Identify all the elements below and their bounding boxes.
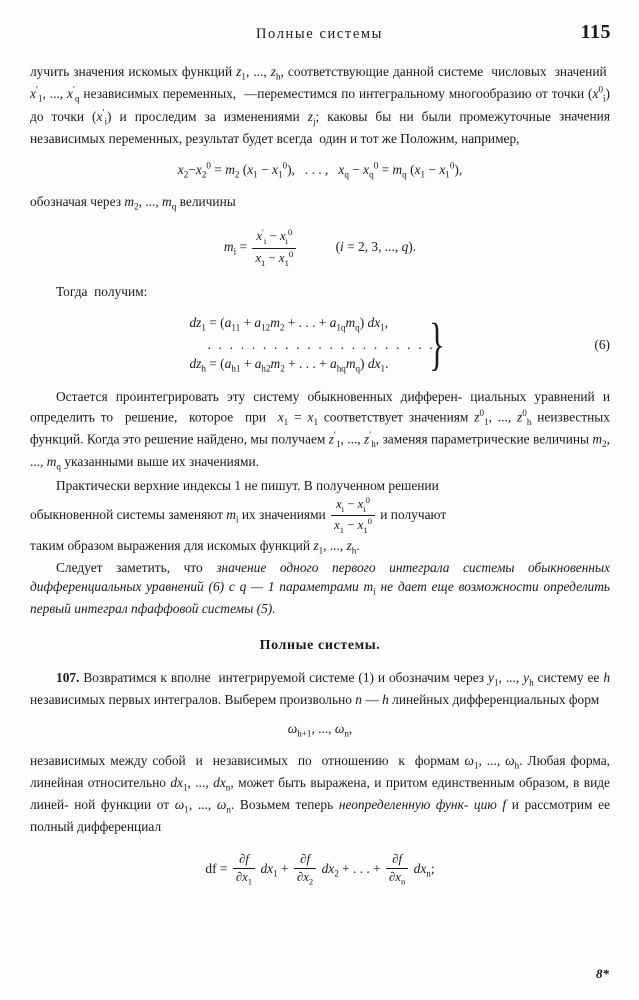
running-title: Полные системы (255, 26, 384, 42)
signature-mark: 8* (596, 966, 609, 981)
p1-line-4: и проследим за изменениями $z_j$; каковы бы ни были промежуточные (119, 108, 551, 127)
fraction-mi: $\frac{x'_i - x_i^0}{x_1 - x_1^0}$ (252, 228, 296, 268)
eq5-lead: df = (205, 860, 228, 876)
paragraph-2: обозначая через $m_2$, ..., $m_q$ величины (30, 194, 236, 213)
paragraph-8: независимых между собой и независимых по отношению к формам $\omega_1$, ..., $\omega_h$. Любая форма, линейная относительно $dx_1$, ..., $dx_n$, может быть выражена, и притом единственным образом, в виде линей- ной функции от $\omega_1$, ..., $\omega_n$. Возьмем теперь неопределенную функ- цию f и рассмотрим ее полный дифференциал (30, 752, 611, 834)
p5-text-a: обыкновенной системы заменяют $m_i$ их значениями (30, 506, 326, 525)
equation-3-system: $dz_1 = (a_{11} + a_{12}m_2$ + . . . + $a_{1q}m_q$) $dx_1$, . . . . . . . . . . . . . . . . . . . . . $dz_h = (a_{h1} + a_{h2}m_2$ + . . . + $a_{hq}m_q$) $dx_1$. } (189, 311, 445, 377)
paragraph-5-line3: таким образом выражения для искомых функций $z_1$, ..., $z_h$. (30, 537, 360, 556)
paragraph-7: 107. Возвратимся к вполне интегрируемой системе (1) и обозначим через $y_1$, ..., $y_h$ систему ее h независимых первых интегралов. Выберем произвольно n — h линейных дифференциальных форм (30, 669, 611, 707)
page-number: 115 (580, 21, 611, 43)
fraction-xi: $\frac{x_i - x_i^0}{x_1 - x_1^0}$ (331, 496, 375, 536)
eq5-t2-tail: $dx_2$ + . . . + (321, 860, 381, 879)
fraction-df-dx1: $\frac{\partial f}{\partial x_1}$ (233, 852, 255, 886)
equation-3 (30, 313, 610, 375)
eq5-t1-tail: $dx_1$ + (260, 860, 289, 879)
paragraph-1 (30, 62, 610, 148)
paragraph-5-line1: Практически верхние индексы 1 не пишут. В полученном решении (56, 477, 439, 493)
p1-line-1: лучить значения искомых функций $z_1$, ..., $z_h$, соответствующие данной (30, 64, 434, 82)
p5-text-b: и получают (380, 506, 447, 522)
equation-5 (30, 852, 610, 886)
p1-line-3: —переместимся по интегральному многообразию от точки $(x^0_i)$ до точки $(x'_i)$ (30, 84, 611, 127)
eq5-t3-tail: $dx_n$; (413, 860, 435, 879)
page-header (28, 21, 611, 50)
p1-line-2: системе числовых значений $x'_1$, ..., $x'_q$ независимых переменных, (30, 64, 610, 105)
fraction-df-dxn: $\frac{\partial f}{\partial x_n}$ (386, 852, 408, 886)
equation-1: $x_2-x_2^0 = m_2$ $(x_1 - x_1^0)$, . . . , $x_q - x_q^0 = m_q$ $(x_1 - x_1^0)$, (177, 160, 463, 180)
page-content (30, 62, 610, 898)
paragraph-3: Тогда получим: (56, 284, 148, 299)
fraction-df-dx2: $\frac{\partial f}{\partial x_2}$ (294, 852, 316, 886)
eq3-dots: . . . . . . . . . . . . . . . . . . . . . (207, 336, 435, 352)
p1-line-6: же Положим, например, (381, 130, 520, 146)
eq3-line-3: $dz_h = (a_{h1} + a_{h2}m_2$ + . . . + $a_{hq}m_q$) $dx_1$. (189, 355, 389, 374)
equation-3-number: (6) (594, 337, 610, 353)
paragraph-4: Остается проинтегрировать эту систему обыкновенных дифферен- циальных уравнений и определить то решение, которое при $x_1 = x_1$ соответствует значениям $z^0_1$, ..., $z^0_h$ неизвестных функций. Когда это решение найдено, мы получаем $z'_1$, ..., $z'_h$, заменяя параметрические величины $m_2$, ..., $m_q$ указанными выше их значениями. (30, 389, 610, 472)
equation-2: $m_i$ = $\frac{x'_i - x_i^0}{x_1 - x_1^0}$ (i = 2, 3, ..., q). (223, 227, 417, 268)
equation-4: $\omega_{h+1}$, ..., $\omega_n$, (287, 721, 353, 739)
paragraph-6 (30, 558, 610, 618)
paragraph-5-line2 (30, 496, 610, 536)
p1-line-5: значения независимых переменных, результат будет всегда один и тот (30, 108, 610, 146)
p6-italic: значение одного первого интеграла системы обыкновенных дифференциальных уравнений (6) с q — 1 параметрами $m_i$ не дает еще возможности определить первый интеграл пфаффовой системы (5). (30, 560, 611, 616)
p6-lead: Следует заметить, что (56, 560, 203, 576)
eq3-line-1: $dz_1 = (a_{11} + a_{12}m_2$ + . . . + $a_{1q}m_q$) $dx_1$, (189, 315, 389, 333)
paragraph-number: 107. (56, 669, 80, 685)
section-heading: Полные системы. (259, 637, 381, 653)
